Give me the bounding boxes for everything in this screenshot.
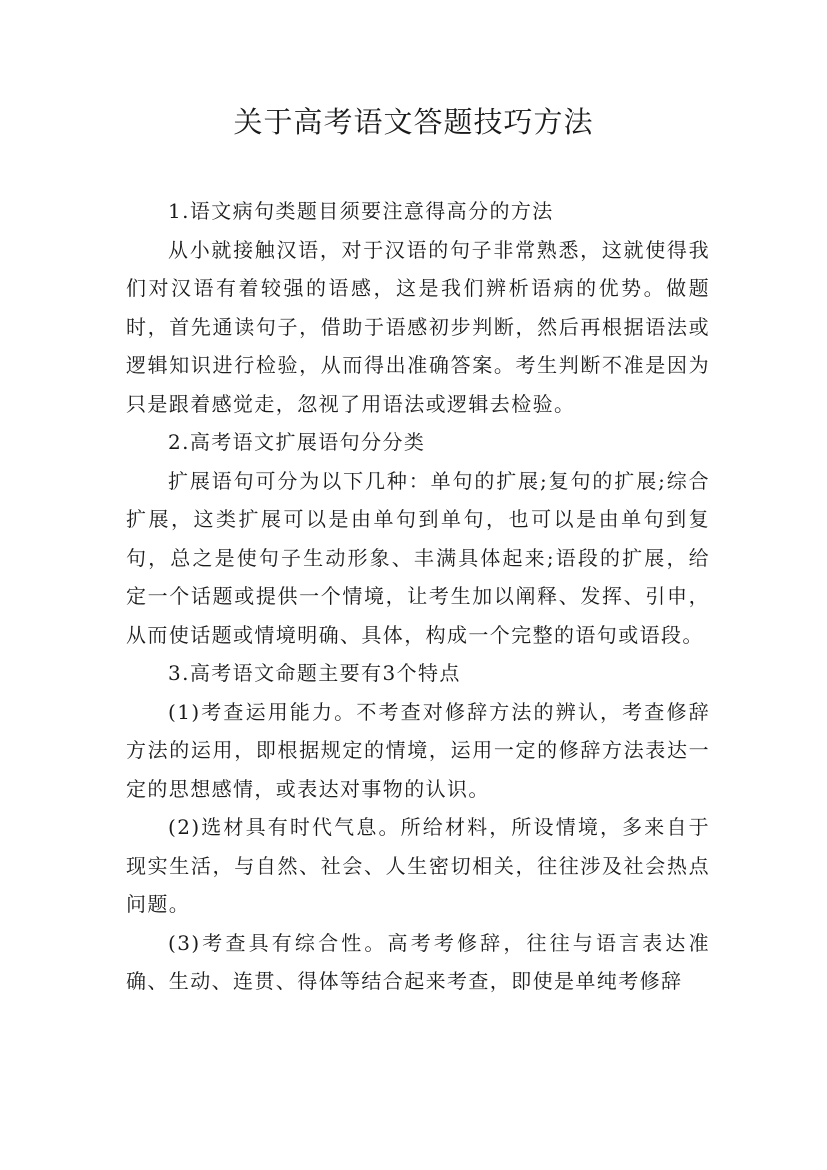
section-heading-2: 2.高考语文扩展语句分分类 — [168, 430, 426, 454]
body-paragraph: 扩展语句可分为以下几种：单句的扩展;复句的扩展;综合扩展，这类扩展可以是由单句到单句，也可以是由单句到复句，总之是使句子生动形象、丰满具体起来;语段的扩展，给定一个话题或提供一个情境，让考生加以阐释、发挥、引申，从而使话题或情境明确、具体，构成一个完整的语句或语段。 — [126, 468, 710, 647]
list-paragraph-1: (1)考查运用能力。不考查对修辞方法的辨认，考查修辞方法的运用，即根据规定的情境，运用一定的修辞方法表达一定的思想感情，或表达对事物的认识。 — [126, 699, 710, 801]
list-paragraph-3: (3)考查具有综合性。高考考修辞，往往与语言表达准确、生动、连贯、得体等结合起来考查，即使是单纯考修辞 — [126, 930, 710, 993]
document-title: 关于高考语文答题技巧方法 — [233, 105, 594, 139]
list-paragraph-2: (2)选材具有时代气息。所给材料，所设情境，多来自于现实生活，与自然、社会、人生密切相关，往往涉及社会热点问题。 — [126, 815, 710, 916]
section-heading-3: 3.高考语文命题主要有3个特点 — [168, 661, 461, 685]
section-heading-1: 1.语文病句类题目须要注意得高分的方法 — [168, 199, 554, 223]
document-body — [126, 192, 710, 1001]
body-paragraph: 从小就接触汉语，对于汉语的句子非常熟悉，这就使得我们对汉语有着较强的语感，这是我们辨析语病的优势。做题时，首先通读句子，借助于语感初步判断，然后再根据语法或逻辑知识进行检验，从而得出准确答案。考生判断不准是因为只是跟着感觉走，忽视了用语法或逻辑去检验。 — [126, 237, 710, 416]
